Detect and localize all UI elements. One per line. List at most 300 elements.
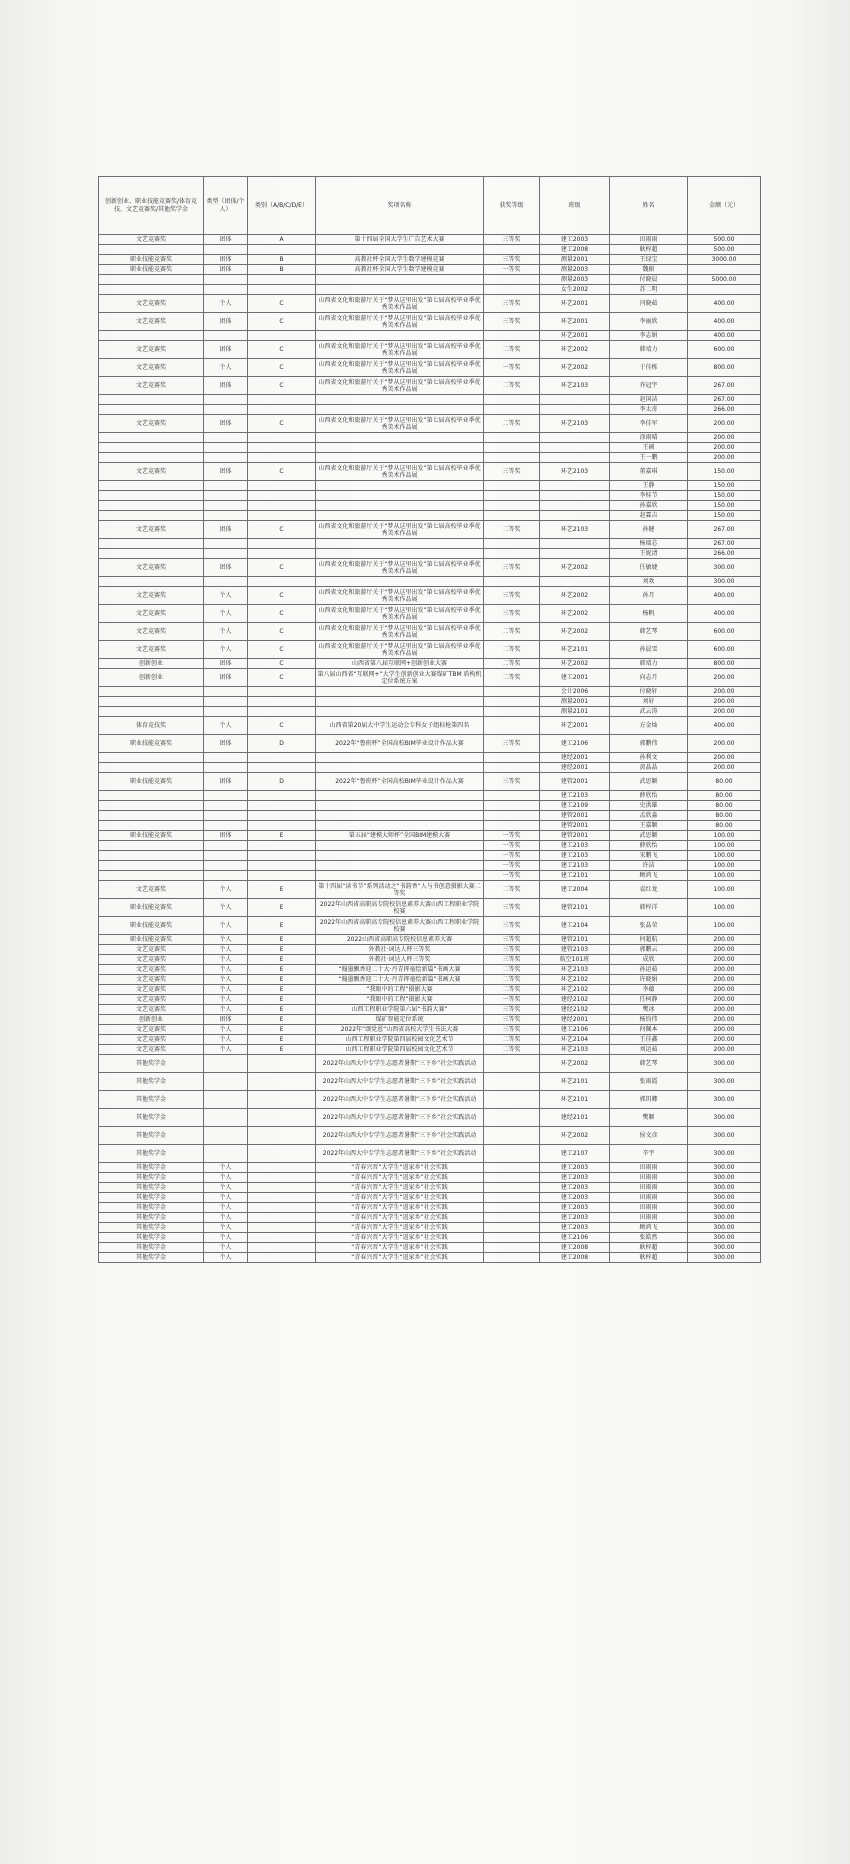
cell-award-name: 山西省文化和旅游厅关于“梦从这里出发”第七届高校毕业季优秀美术作品展 [316,415,484,433]
cell-amount: 266.00 [688,405,761,415]
cell-kind [204,871,248,881]
cell-type [99,707,204,717]
table-row [99,275,761,285]
cell-type [99,539,204,549]
table-row [99,697,761,707]
cell-award-name: 2022年山西大中专学生志愿者暑期“三下乡”社会实践活动 [316,1091,484,1109]
cell-student: 任敏婕 [610,559,688,577]
cell-class: 环艺2102 [540,975,610,985]
cell-student: 田雨雨 [610,1213,688,1223]
cell-student: 孙健 [610,521,688,539]
cell-amount: 150.00 [688,511,761,521]
cell-category: E [248,899,316,917]
cell-category: D [248,773,316,791]
cell-category: C [248,641,316,659]
cell-award-name: “青春兴晋”大学生“返家乡”社会实践 [316,1223,484,1233]
cell-amount: 150.00 [688,463,761,481]
cell-student: 宋鹏飞 [610,851,688,861]
table-row [99,245,761,255]
cell-amount: 80.00 [688,801,761,811]
cell-class: 测量2003 [540,275,610,285]
cell-award-name: 山西省第20届大中学生运动会专科女子组标枪第四名 [316,717,484,735]
cell-student: 王静 [610,481,688,491]
cell-award-name [316,453,484,463]
cell-student: 李桂节 [610,491,688,501]
cell-kind: 个人 [204,1253,248,1263]
table-row [99,841,761,851]
cell-type: 职业技能竞赛奖 [99,265,204,275]
cell-amount: 200.00 [688,975,761,985]
cell-kind: 团体 [204,831,248,841]
cell-kind: 个人 [204,917,248,935]
cell-award-name: 第五届“建模大师杯”全国BIM建模大赛 [316,831,484,841]
cell-level: 二等奖 [484,1035,540,1045]
cell-category [248,1193,316,1203]
table-row [99,965,761,975]
cell-amount: 300.00 [688,577,761,587]
cell-class: 测量2001 [540,697,610,707]
cell-kind [204,443,248,453]
cell-level [484,1243,540,1253]
cell-student: 刘欢 [610,577,688,587]
cell-student: 孙利文 [610,753,688,763]
cell-level: 一等奖 [484,871,540,881]
cell-award-name [316,405,484,415]
cell-amount: 80.00 [688,791,761,801]
cell-kind: 个人 [204,1035,248,1045]
cell-type: 创新创业 [99,669,204,687]
cell-student: 李志娟 [610,331,688,341]
cell-level: 三等奖 [484,1025,540,1035]
table-row [99,1233,761,1243]
cell-student: 袁红龙 [610,881,688,899]
cell-student: 刘轩 [610,697,688,707]
cell-type: 文艺竞赛奖 [99,1035,204,1045]
cell-category [248,841,316,851]
cell-type: 文艺竞赛奖 [99,521,204,539]
cell-student: 苏二明 [610,285,688,295]
cell-award-name [316,481,484,491]
cell-level [484,1055,540,1073]
cell-type: 体育竞技奖 [99,717,204,735]
cell-class [540,501,610,511]
cell-class: 环艺2103 [540,377,610,395]
cell-level [484,707,540,717]
cell-student: 何佩本 [610,1025,688,1035]
cell-category: E [248,1025,316,1035]
cell-class: 建工2104 [540,917,610,935]
table-row [99,735,761,753]
cell-student: 乔冠宇 [610,377,688,395]
cell-type: 其他奖学金 [99,1109,204,1127]
cell-award-name: “翰墨飘香迎二十大·丹青挥毫绘新篇”书画大赛 [316,965,484,975]
cell-level [484,1183,540,1193]
cell-kind: 个人 [204,605,248,623]
cell-award-name [316,871,484,881]
cell-kind [204,405,248,415]
cell-class: 环艺2001 [540,331,610,341]
cell-category: E [248,1035,316,1045]
cell-kind: 个人 [204,1203,248,1213]
cell-category: C [248,521,316,539]
cell-kind: 团体 [204,1015,248,1025]
cell-level [484,697,540,707]
cell-amount: 600.00 [688,341,761,359]
cell-student: 李蕴 [610,985,688,995]
cell-level: 二等奖 [484,1045,540,1055]
table-row [99,549,761,559]
cell-student: 杨瑞芯 [610,539,688,549]
cell-class: 建经2001 [540,1015,610,1025]
cell-type [99,861,204,871]
cell-level [484,1233,540,1243]
cell-level: 二等奖 [484,341,540,359]
cell-amount: 200.00 [688,985,761,995]
cell-amount: 400.00 [688,605,761,623]
cell-level: 二等奖 [484,965,540,975]
table-row [99,1163,761,1173]
cell-class: 环艺2002 [540,659,610,669]
cell-amount: 80.00 [688,811,761,821]
cell-kind: 个人 [204,359,248,377]
cell-category: C [248,377,316,395]
cell-student: 郭鹏伟 [610,735,688,753]
cell-amount: 200.00 [688,669,761,687]
cell-level: 一等奖 [484,831,540,841]
cell-award-name: “青春兴晋”大学生“返家乡”社会实践 [316,1193,484,1203]
table-row [99,1045,761,1055]
table-row [99,1213,761,1223]
cell-student: 许晓娟 [610,975,688,985]
cell-kind [204,753,248,763]
cell-category [248,1243,316,1253]
cell-kind: 个人 [204,985,248,995]
table-row [99,265,761,275]
cell-type: 文艺竞赛奖 [99,415,204,433]
cell-kind: 个人 [204,1045,248,1055]
cell-award-name [316,841,484,851]
cell-level: 三等奖 [484,605,540,623]
cell-category [248,871,316,881]
cell-category [248,481,316,491]
cell-type [99,763,204,773]
cell-category [248,1091,316,1109]
cell-student: 董嘉琪 [610,463,688,481]
cell-amount: 200.00 [688,443,761,453]
table-row [99,539,761,549]
cell-kind [204,1073,248,1091]
table-row [99,659,761,669]
cell-award-name [316,511,484,521]
cell-kind [204,1127,248,1145]
table-row [99,1025,761,1035]
cell-amount: 3000.00 [688,255,761,265]
header-student: 姓名 [610,177,688,235]
cell-amount [688,285,761,295]
table-row [99,1223,761,1233]
cell-type [99,285,204,295]
table-row [99,295,761,313]
cell-category [248,491,316,501]
cell-student: 何超航 [610,935,688,945]
cell-kind [204,1145,248,1163]
cell-level [484,331,540,341]
cell-type [99,871,204,881]
cell-amount: 500.00 [688,245,761,255]
cell-class: 建管2001 [540,773,610,791]
table-row [99,443,761,453]
cell-type: 其他奖学金 [99,1173,204,1183]
cell-award-name: 山西省第八届互联网+创新创业大赛 [316,659,484,669]
cell-level [484,1091,540,1109]
cell-award-name [316,443,484,453]
cell-kind [204,539,248,549]
cell-award-name [316,549,484,559]
cell-student: 郭玥卿 [610,1091,688,1109]
cell-kind: 个人 [204,1233,248,1243]
cell-student: 樊颖 [610,1109,688,1127]
cell-category: E [248,831,316,841]
cell-class: 建经2001 [540,753,610,763]
cell-amount: 200.00 [688,995,761,1005]
cell-amount: 267.00 [688,521,761,539]
cell-type: 文艺竞赛奖 [99,995,204,1005]
cell-amount: 100.00 [688,881,761,899]
cell-award-name: 2022年山西省高职高专院校信息素养大赛山西工程职业学院校赛 [316,899,484,917]
cell-class: 环艺2002 [540,559,610,577]
cell-kind: 团体 [204,669,248,687]
cell-category [248,443,316,453]
cell-category [248,1253,316,1263]
table-row [99,453,761,463]
cell-kind: 个人 [204,1173,248,1183]
cell-amount: 300.00 [688,1233,761,1243]
cell-kind: 团体 [204,377,248,395]
cell-kind: 个人 [204,881,248,899]
cell-type: 其他奖学金 [99,1145,204,1163]
cell-type [99,851,204,861]
cell-category: E [248,1015,316,1025]
cell-class [540,577,610,587]
cell-award-name: 山西省文化和旅游厅关于“梦从这里出发”第七届高校毕业季优秀美术作品展 [316,605,484,623]
cell-amount: 600.00 [688,641,761,659]
cell-type: 文艺竞赛奖 [99,235,204,245]
cell-level [484,1145,540,1163]
cell-level [484,717,540,735]
cell-award-name [316,861,484,871]
cell-student: 顾鸿飞 [610,1223,688,1233]
cell-type [99,811,204,821]
cell-student: 田雨雨 [610,1193,688,1203]
table-row [99,1073,761,1091]
cell-student: 顾鸿飞 [610,871,688,881]
cell-award-name: 2022年山西大中专学生志愿者暑期“三下乡”社会实践活动 [316,1109,484,1127]
cell-kind: 个人 [204,1243,248,1253]
cell-kind [204,851,248,861]
table-row [99,481,761,491]
cell-class [540,453,610,463]
cell-level: 三等奖 [484,917,540,935]
cell-category [248,245,316,255]
cell-amount: 300.00 [688,1173,761,1183]
table-row [99,669,761,687]
cell-student: 于佳栋 [610,359,688,377]
cell-category [248,511,316,521]
cell-class: 测量2003 [540,265,610,275]
cell-level [484,395,540,405]
table-row [99,1015,761,1025]
cell-class: 建工2106 [540,735,610,753]
cell-class: 环艺2002 [540,623,610,641]
cell-level [484,1127,540,1145]
cell-student: 付晓晨 [610,275,688,285]
cell-award-name: 2022年“鲁班杯”全国高校BIM毕业设计作品大赛 [316,735,484,753]
cell-class: 环艺2002 [540,605,610,623]
cell-student: 韩艺琴 [610,623,688,641]
cell-type: 其他奖学金 [99,1233,204,1243]
cell-kind [204,245,248,255]
cell-level [484,1073,540,1091]
cell-kind: 个人 [204,587,248,605]
table-row [99,433,761,443]
cell-award-name: “青春兴晋”大学生“返家乡”社会实践 [316,1163,484,1173]
cell-student: 张雨霞 [610,1073,688,1091]
cell-amount: 300.00 [688,1145,761,1163]
cell-kind: 个人 [204,1025,248,1035]
table-row [99,1145,761,1163]
cell-class: 建工2008 [540,245,610,255]
cell-student: 王妮清 [610,549,688,559]
table-row [99,861,761,871]
cell-amount: 200.00 [688,935,761,945]
cell-class: 环艺2002 [540,359,610,377]
cell-class: 建工2103 [540,851,610,861]
table-row [99,753,761,763]
cell-category: C [248,623,316,641]
cell-level [484,549,540,559]
cell-amount: 100.00 [688,851,761,861]
cell-kind: 团体 [204,265,248,275]
cell-class: 环艺2002 [540,587,610,605]
cell-award-name [316,275,484,285]
cell-kind [204,763,248,773]
cell-level [484,443,540,453]
table-row [99,501,761,511]
cell-level: 三等奖 [484,559,540,577]
table-row [99,313,761,331]
cell-type: 其他奖学金 [99,1243,204,1253]
cell-type [99,491,204,501]
table-row [99,605,761,623]
cell-kind: 个人 [204,1213,248,1223]
cell-class: 建工2003 [540,1173,610,1183]
cell-type: 文艺竞赛奖 [99,559,204,577]
cell-kind: 个人 [204,975,248,985]
cell-amount: 300.00 [688,1203,761,1213]
cell-amount: 266.00 [688,549,761,559]
cell-amount: 300.00 [688,1243,761,1253]
cell-award-name: 山西省文化和旅游厅关于“梦从这里出发”第七届高校毕业季优秀美术作品展 [316,463,484,481]
cell-level [484,433,540,443]
award-table [98,176,761,1263]
cell-level: 三等奖 [484,735,540,753]
cell-kind [204,1109,248,1127]
cell-class: 环艺2103 [540,965,610,975]
cell-type [99,841,204,851]
cell-type: 其他奖学金 [99,1055,204,1073]
header-type: 创新创业、职业技能竞赛奖/体育竞技、文艺竞赛奖/其他奖学金 [99,177,204,235]
cell-award-name: 山西省文化和旅游厅关于“梦从这里出发”第七届高校毕业季优秀美术作品展 [316,559,484,577]
table-row [99,1253,761,1263]
cell-amount: 200.00 [688,697,761,707]
cell-level [484,821,540,831]
cell-award-name: 2022山西省高职高专院校信息素养大赛 [316,935,484,945]
cell-amount: 200.00 [688,433,761,443]
cell-category [248,861,316,871]
cell-type [99,791,204,801]
cell-type [99,511,204,521]
header-category: 类别（A/B/C/D/E） [248,177,316,235]
cell-kind [204,285,248,295]
cell-category [248,1055,316,1073]
cell-type [99,405,204,415]
table-row [99,851,761,861]
cell-class: 建工2103 [540,841,610,851]
table-row [99,1243,761,1253]
cell-student: 孙晨雪 [610,641,688,659]
cell-type [99,481,204,491]
cell-category [248,791,316,801]
cell-level: 三等奖 [484,935,540,945]
table-row [99,1035,761,1045]
cell-class: 环艺2103 [540,415,610,433]
cell-type: 其他奖学金 [99,1091,204,1109]
cell-student: 闫晓茹 [610,295,688,313]
cell-type [99,443,204,453]
cell-class: 环艺2103 [540,1045,610,1055]
cell-type [99,433,204,443]
cell-level [484,1223,540,1233]
cell-student: 魏振 [610,265,688,275]
cell-category [248,801,316,811]
cell-category [248,539,316,549]
cell-type: 其他奖学金 [99,1163,204,1173]
cell-student: 方金灿 [610,717,688,735]
cell-kind [204,501,248,511]
cell-student: 王绿宝 [610,255,688,265]
cell-award-name [316,395,484,405]
cell-category [248,501,316,511]
cell-category: E [248,945,316,955]
cell-type: 文艺竞赛奖 [99,377,204,395]
cell-kind: 团体 [204,521,248,539]
cell-amount: 200.00 [688,945,761,955]
cell-category [248,1203,316,1213]
table-row [99,587,761,605]
cell-category [248,811,316,821]
cell-student: 孟欣淼 [610,811,688,821]
cell-type: 文艺竞赛奖 [99,641,204,659]
cell-category [248,707,316,717]
cell-award-name: 山西省文化和旅游厅关于“梦从这里出发”第七届高校毕业季优秀美术作品展 [316,295,484,313]
cell-kind [204,821,248,831]
cell-class: 环艺2001 [540,313,610,331]
cell-class: 建工2003 [540,1193,610,1203]
cell-type [99,577,204,587]
cell-amount: 400.00 [688,587,761,605]
cell-amount: 267.00 [688,539,761,549]
header-class: 班级 [540,177,610,235]
